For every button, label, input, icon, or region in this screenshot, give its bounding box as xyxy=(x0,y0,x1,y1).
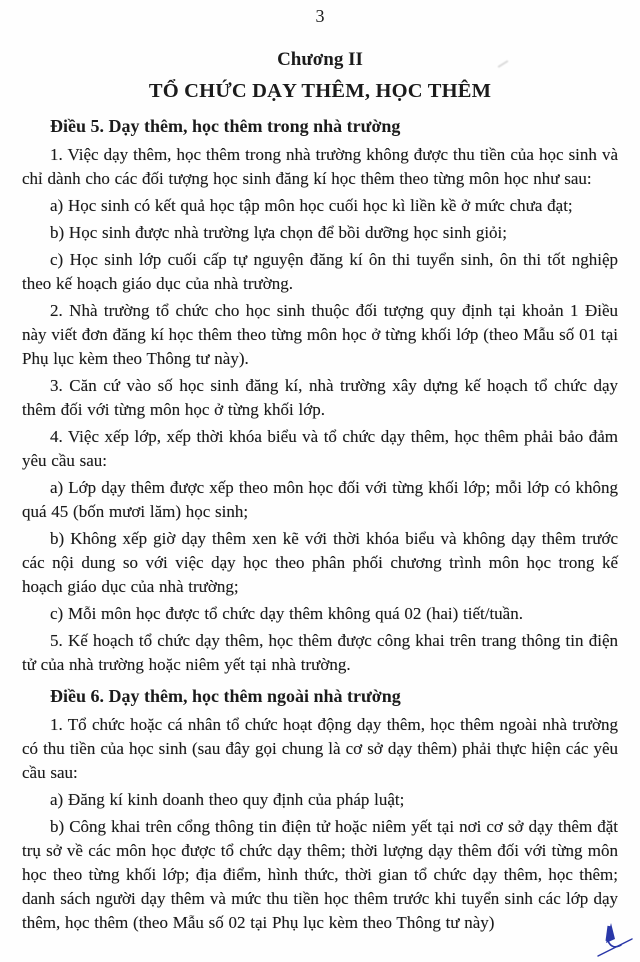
paragraph: b) Công khai trên cổng thông tin điện tử hoặc niêm yết tại nơi cơ sở dạy thêm đặt trụ sở về các môn học được tổ chức dạy thêm; thời lượng dạy thêm đối với từng môn học theo từng khối lớp; địa điểm, hình thức, thời gian tổ chức dạy thêm, học thêm; danh sách người dạy thêm và mức thu tiền học thêm trước khi tuyển sinh các lớp dạy thêm, học thêm (theo Mẫu số 02 tại Phụ lục kèm theo Thông tư này) xyxy=(22,817,618,932)
blue-pen-mark xyxy=(594,914,636,960)
paragraph: 5. Kế hoạch tổ chức dạy thêm, học thêm được công khai trên trang thông tin điện tử của nhà trường hoặc niêm yết tại nhà trường. xyxy=(22,631,618,674)
page-content xyxy=(22,0,618,938)
chapter-label: Chương II xyxy=(277,49,363,70)
paragraph: 1. Việc dạy thêm, học thêm trong nhà trường không được thu tiền của học sinh và chỉ dành cho các đối tượng học sinh đăng kí học thêm theo từng môn học như sau: xyxy=(22,145,618,188)
article-heading: Điều 6. Dạy thêm, học thêm ngoài nhà trường xyxy=(50,686,401,706)
paragraph: a) Học sinh có kết quả học tập môn học cuối học kì liền kề ở mức chưa đạt; xyxy=(50,196,573,215)
articles xyxy=(22,114,618,935)
chapter-title: TỔ CHỨC DẠY THÊM, HỌC THÊM xyxy=(148,80,492,102)
paragraph: 1. Tổ chức hoặc cá nhân tổ chức hoạt động dạy thêm, học thêm ngoài nhà trường có thu tiền của học sinh (sau đây gọi chung là cơ sở dạy thêm) phải thực hiện các yêu cầu sau: xyxy=(22,715,618,782)
paragraph: a) Đăng kí kinh doanh theo quy định của pháp luật; xyxy=(50,790,405,809)
paragraph: 4. Việc xếp lớp, xếp thời khóa biểu và tổ chức dạy thêm, học thêm phải bảo đảm yêu cầu sau: xyxy=(22,427,618,470)
paragraph: 3. Căn cứ vào số học sinh đăng kí, nhà trường xây dựng kế hoạch tổ chức dạy thêm đối với từng môn học ở từng khối lớp. xyxy=(22,376,618,419)
page-number: 3 xyxy=(315,6,325,26)
paragraph: b) Không xếp giờ dạy thêm xen kẽ với thời khóa biểu và không dạy thêm trước các nội dung so với việc dạy học theo phân phối chương trình môn học trong kế hoạch giáo dục của nhà trường; xyxy=(22,529,618,596)
paragraph: b) Học sinh được nhà trường lựa chọn để bồi dưỡng học sinh giỏi; xyxy=(50,223,508,242)
article-heading: Điều 5. Dạy thêm, học thêm trong nhà trường xyxy=(50,116,401,136)
paragraph: c) Học sinh lớp cuối cấp tự nguyện đăng kí ôn thi tuyển sinh, ôn thi tốt nghiệp theo kế hoạch giáo dục của nhà trường. xyxy=(22,250,618,293)
paragraph: a) Lớp dạy thêm được xếp theo môn học đối với từng khối lớp; mỗi lớp có không quá 45 (bốn mươi lăm) học sinh; xyxy=(22,478,618,521)
paragraph: c) Mỗi môn học được tổ chức dạy thêm không quá 02 (hai) tiết/tuần. xyxy=(50,604,523,623)
paragraph: 2. Nhà trường tổ chức cho học sinh thuộc đối tượng quy định tại khoản 1 Điều này viết đơn đăng kí học thêm theo từng môn học ở từng khối lớp (theo Mẫu số 01 tại Phụ lục kèm theo Thông tư này). xyxy=(22,301,618,368)
